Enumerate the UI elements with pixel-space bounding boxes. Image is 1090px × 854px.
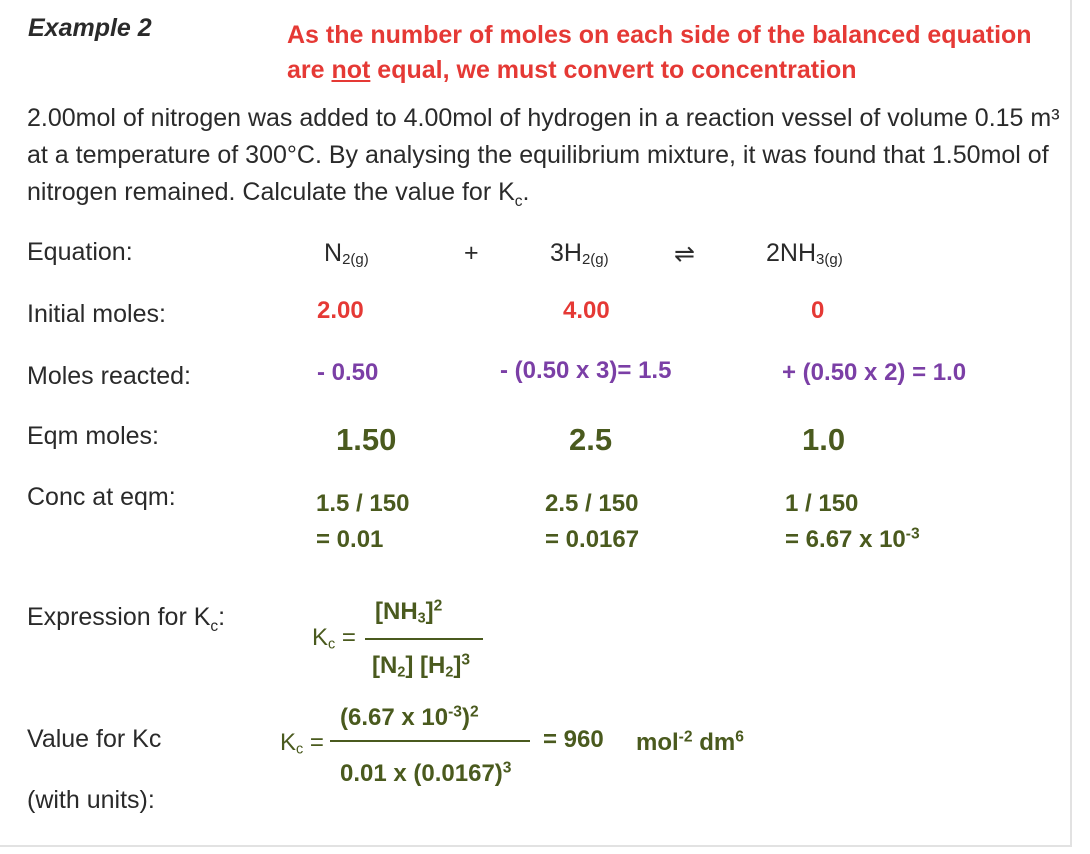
equilibrium-arrow: ⇌ [674, 240, 695, 268]
conc-h2 [545, 486, 639, 558]
note-text-start: As the number of moles on each side of the balanced equation are [287, 21, 1032, 84]
expression-den2: [H [420, 652, 446, 679]
eqm-h2: 2.5 [569, 422, 613, 457]
label-initial-moles: Initial moles: [27, 300, 166, 328]
expression-den1-sub: 2 [397, 664, 406, 681]
initial-n2: 2.00 [317, 297, 364, 324]
label-eqm-moles: Eqm moles: [27, 422, 159, 450]
label-conc-at-eqm: Conc at eqm: [27, 483, 176, 511]
equation-nh3-symbol: 2NH [766, 239, 817, 267]
reacted-h2: - (0.50 x 3)= 1.5 [500, 357, 672, 384]
expression-den-sup: 3 [461, 651, 471, 669]
reacted-nh3: + (0.50 x 2) = 1.0 [782, 359, 967, 386]
equation-nh3 [766, 239, 843, 268]
value-unit-dm: dm [699, 729, 736, 756]
label-moles-reacted: Moles reacted: [27, 362, 191, 390]
expression-num-sub: 3 [417, 610, 426, 627]
value-kc-symbol [280, 729, 324, 757]
equation-n2-sub: 2(g) [342, 251, 369, 268]
value-denominator [340, 760, 511, 788]
conc-nh3-exponent: -3 [905, 525, 920, 543]
value-units [636, 729, 744, 757]
conc-nh3-line2 [785, 522, 920, 558]
value-num-sup: 2 [469, 703, 479, 721]
label-expression-end: : [218, 603, 226, 631]
conc-n2 [316, 486, 409, 558]
expression-denominator [372, 652, 470, 680]
equation-nh3-sub: 3(g) [816, 251, 843, 268]
label-expression-kc [27, 603, 225, 636]
conc-n2-line2: = 0.01 [316, 526, 384, 553]
value-unit-mol: mol [636, 729, 679, 756]
example-title: Example 2 [28, 14, 152, 42]
equation-n2 [324, 239, 369, 268]
label-expression-sub: c [210, 618, 219, 635]
label-value-kc: Value for Kc [27, 725, 162, 753]
problem-end: . [522, 178, 530, 206]
value-result: = 960 [543, 726, 604, 753]
value-unit-dm-exp: 6 [735, 728, 744, 746]
equation-h2-sub: 2(g) [581, 251, 609, 268]
expression-num-sup: 2 [433, 597, 443, 615]
note-text-end: equal, we must convert to concentration [370, 56, 857, 84]
value-num-end: ) [461, 704, 470, 731]
value-fraction-bar [330, 740, 530, 742]
note-underlined-word: not [331, 56, 371, 84]
value-den-sup: 3 [502, 759, 512, 777]
concentration-note [287, 18, 1047, 88]
value-unit-mol-exp: -2 [678, 728, 693, 746]
value-equals: = [309, 729, 324, 756]
conc-h2-line1: 2.5 / 150 [545, 490, 639, 517]
expression-k: K [312, 624, 329, 651]
expression-equals: = [341, 624, 356, 651]
expression-kc-symbol [312, 624, 356, 652]
problem-kc-sub: c [514, 193, 523, 210]
label-with-units: (with units): [27, 786, 155, 814]
equation-h2 [550, 239, 609, 268]
expression-den1-end: ] [405, 652, 414, 679]
expression-den2-sub: 2 [445, 664, 454, 681]
expression-num-text: [NH [375, 598, 418, 625]
value-k: K [280, 729, 297, 756]
initial-h2: 4.00 [563, 297, 610, 324]
equation-h2-symbol: 3H [550, 239, 582, 267]
expression-num-end: ] [425, 598, 434, 625]
expression-numerator [375, 598, 442, 626]
label-equation: Equation: [27, 238, 133, 266]
label-expression-text: Expression for K [27, 603, 211, 631]
equation-plus: + [464, 239, 479, 267]
reacted-n2: - 0.50 [317, 359, 379, 386]
initial-nh3: 0 [811, 297, 825, 324]
value-numerator [340, 704, 479, 732]
expression-den1: [N [372, 652, 398, 679]
value-k-sub: c [296, 741, 304, 758]
eqm-n2: 1.50 [336, 422, 397, 457]
conc-nh3-line1: 1 / 150 [785, 490, 859, 517]
equation-n2-symbol: N [324, 239, 343, 267]
conc-n2-line1: 1.5 / 150 [316, 490, 410, 517]
expression-den2-end: ] [453, 652, 462, 679]
value-num-text: (6.67 x 10 [340, 704, 449, 731]
problem-text: 2.00mol of nitrogen was added to 4.00mol of hydrogen in a reaction vessel of volume 0.15 m³ at a temperature of 300°C. By analysing the equilibrium mixture, it was found that 1.50mol of nitrogen remained. Calculate the value for K [27, 104, 1060, 206]
problem-statement [27, 100, 1067, 220]
value-den-text: 0.01 x (0.0167) [340, 760, 503, 787]
conc-nh3 [785, 486, 920, 558]
eqm-nh3: 1.0 [802, 422, 846, 457]
conc-nh3-value: = 6.67 x 10 [785, 526, 906, 553]
expression-k-sub: c [328, 636, 336, 653]
conc-h2-line2: = 0.0167 [545, 526, 640, 553]
expression-fraction-bar [365, 638, 483, 640]
value-num-exp: -3 [448, 703, 462, 721]
